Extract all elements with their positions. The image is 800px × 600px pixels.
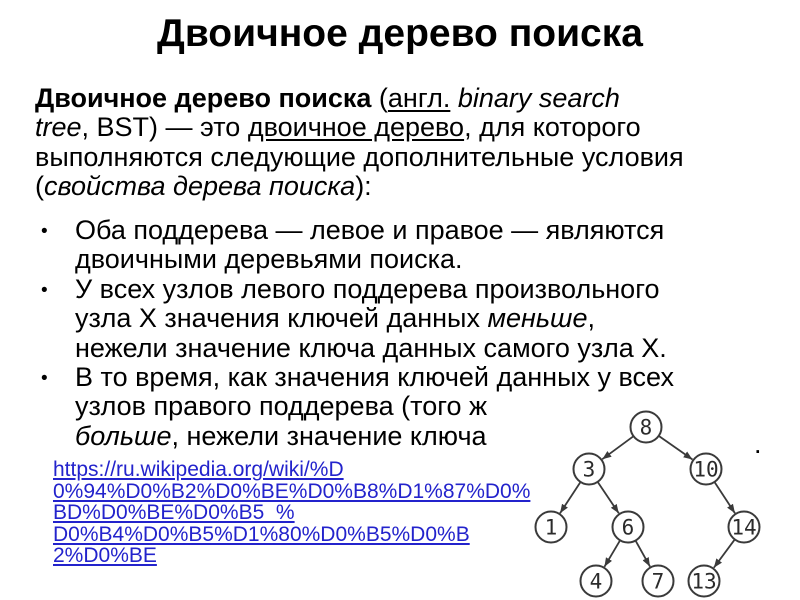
bullet1-line-2: двоичными деревьями поиска. — [75, 244, 463, 275]
tree-edge — [602, 436, 633, 459]
bullet-icon: • — [41, 221, 48, 242]
intro-line-4 — [35, 172, 684, 201]
tree-node-label: 14 — [731, 515, 757, 540]
intro-line-2 — [35, 113, 684, 142]
italic-term: больше — [75, 420, 172, 451]
bullet2-line-2 — [75, 304, 674, 333]
intro-paragraph — [35, 84, 684, 202]
bullet3-line-2-clipped: узлов правого поддерева (того ж — [75, 391, 488, 422]
bullet-icon: • — [41, 279, 48, 301]
bullet1-line-1: Оба поддерева — левое и правое — являются — [75, 215, 665, 245]
text-segment: , BST) — это — [81, 112, 248, 143]
tree-node-label: 1 — [544, 515, 558, 540]
text-segment: ( — [371, 83, 388, 113]
bold-term: Двоичное дерево поиска — [35, 83, 372, 113]
tree-node-label: 6 — [621, 515, 635, 540]
tree-node-label: 4 — [589, 569, 603, 594]
tree-node-label: 3 — [582, 457, 596, 482]
wikipedia-link-line-2[interactable]: 0%94%D0%B2%D0%BE%D0%B8%D1%87%D0% — [53, 479, 531, 503]
bullet3-line-1: В то время, как значения ключей данных у всех — [75, 362, 674, 393]
text-segment: , нежели значение ключа — [171, 420, 487, 451]
text-segment: , для которого — [464, 112, 641, 143]
italic-term: binary search — [450, 83, 620, 113]
wikipedia-link-line-4[interactable]: D0%B4%D0%B5%D1%80%D0%B5%D0%B — [53, 522, 470, 546]
tree-edge — [598, 482, 619, 513]
italic-term: меньше — [487, 303, 588, 334]
italic-term: tree — [35, 112, 82, 143]
sentence-end-period: . — [754, 429, 762, 459]
text-segment: , — [587, 303, 595, 334]
tree-edge — [636, 541, 650, 567]
tree-node-label: 7 — [651, 569, 665, 594]
wikipedia-link-line-3[interactable]: BD%D0%BE%D0%B5_% — [53, 501, 295, 524]
italic-term: свойства дерева поиска — [44, 171, 356, 202]
bst-diagram — [533, 398, 765, 600]
tree-edge — [714, 482, 734, 513]
intro-line-3: выполняются следующие дополнительные условия — [35, 141, 684, 172]
wikipedia-link — [53, 459, 530, 567]
text-segment: ( — [35, 171, 44, 202]
wikipedia-link-line-5[interactable]: 2%D0%BE — [53, 544, 157, 567]
underlined-term: двоичное дерево — [247, 112, 465, 143]
bullet2-line-3: нежели значение ключа данных самого узла X. — [75, 332, 667, 363]
tree-node-label: 13 — [691, 569, 717, 594]
wikipedia-link-line-1[interactable]: https://ru.wikipedia.org/wiki/%D — [53, 458, 344, 481]
page-title: Двоичное дерево поиска — [157, 12, 643, 55]
tree-edge — [714, 539, 735, 567]
underlined-term: англ. — [387, 83, 451, 113]
bullet-icon: • — [41, 368, 48, 390]
text-segment: ): — [355, 171, 372, 202]
tree-edge — [659, 436, 693, 460]
tree-node-label: 10 — [693, 457, 719, 482]
list-item — [35, 216, 674, 275]
tree-edge — [604, 540, 620, 566]
text-segment: узла X значения ключей данных — [75, 303, 488, 334]
tree-edge — [560, 482, 580, 513]
intro-line-1 — [35, 84, 684, 113]
tree-node-label: 8 — [639, 415, 653, 440]
list-item — [35, 275, 674, 363]
bullet2-line-1: У всех узлов левого поддерева произвольного — [75, 273, 660, 304]
